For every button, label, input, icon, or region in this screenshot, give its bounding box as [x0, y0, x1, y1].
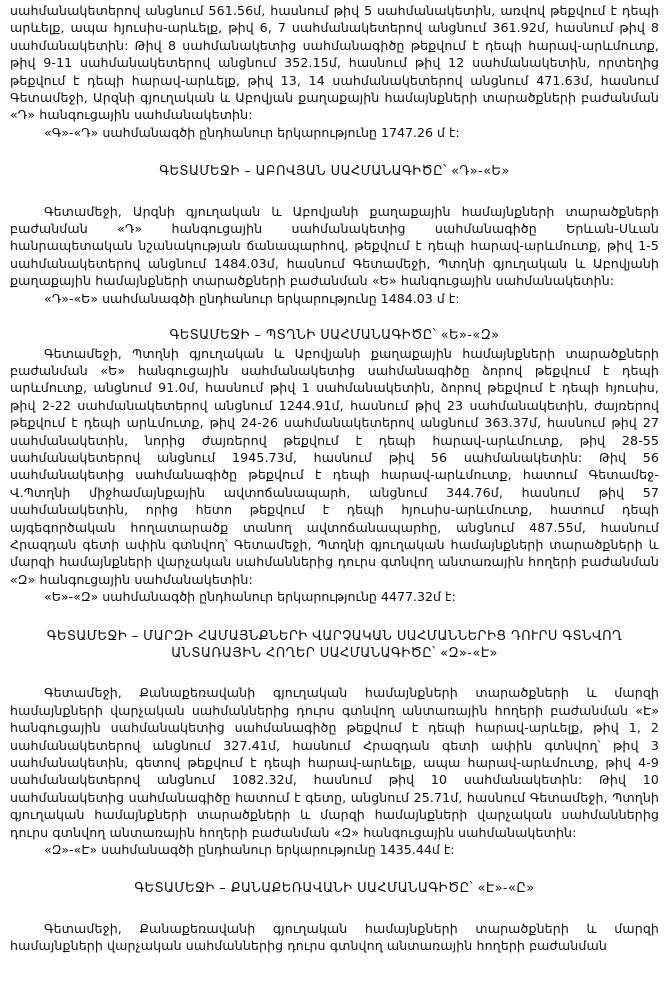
section-heading: ԳԵՏԱՄԵՋԻ – ՔԱՆԱՔԵՌԱՎԱՆԻ ՍԱՀՄԱՆԱԳԻԾԸ՝ «Է»-«Ը» — [134, 881, 535, 897]
segment-total-length: «Ե»-«Զ» սահմանագծի ընդհանուր երկարությունը 4477.32մ է: — [44, 589, 456, 605]
segment-total-length: «Զ»-«Է» սահմանագծի ընդհանուր երկարությունը 1435.44մ է: — [44, 842, 455, 858]
segment-total-length: «Գ»-«Դ» սահմանագծի ընդհանուր երկարությունը 1747.26 մ է: — [44, 124, 460, 140]
segment-total-length: «Դ»-«Ե» սահմանագծի ընդհանուր երկարությունը 1484.03 մ է: — [44, 290, 460, 306]
section-heading: ԳԵՏԱՄԵՋԻ – ՊՏՂՆԻ ՍԱՀՄԱՆԱԳԻԾԸ՝ «Ե»-«Զ» — [169, 328, 500, 344]
body-paragraph: Գետամեջի, Քանաքեռավանի գյուղական համայնքների տարածքների և մարզի համայնքների վարչական սահմաններից դուրս գտնվող անտառային հողերի բաժանման — [10, 920, 659, 954]
body-paragraph: Գետամեջի, Արզնի գյուղական և Աբովյանի քաղաքային համայնքների տարածքների բաժանման «Դ» հանգուցային սահմանակետից սահմանագիծը Երևան-Սևան հանրապետական նշանակության ճանապարհով, թեքվում է դեպի հարավ-արևմուտք, թիվ 1-5 սահմանակետերով անցնում 1484.03մ, հասնում Գետամեջի, Պտղնի գյուղական և Աբովյանի քաղաքային համայնքների տարածքների բաժանման «Ե» հանգուցային սահմանակետին: — [10, 203, 659, 289]
section-heading: ԳԵՏԱՄԵՋԻ – ԱԲՈՎՅԱՆ ՍԱՀՄԱՆԱԳԻԾԸ՝ «Դ»-«Ե» — [159, 164, 510, 180]
body-paragraph: Գետամեջի, Պտղնի գյուղական և Աբովյանի քաղաքային համայնքների տարածքների բաժանման «Ե» հանգուցային սահմանակետից սահմանագիծը ձորով թեքվում է դեպի արևմուտք, անցնում 91.0մ, հասնում թիվ 1 սահմանակետին, ձորով թեքվում է դեպի հյուսիս, թիվ 2-22 սահմանակետերով անցնում 1244.91մ, հասնում թիվ 23 սահմանակետին, ժայռերով թեքվում է դեպի արևմուտք, թիվ 24-26 սահմանակետերով անցնում 363.37մ, հասնում թիվ 27 սահմանակետին, նորից ժայռերով թեքվում է դեպի հարավ-արևմուտք, թիվ 28-55 սահմանակետերով անցնում 1945.73մ, հասնում թիվ 56 սահմանակետին: Թիվ 56 սահմանակետից սահմանագիծը թեքվում է դեպի հարավ-արևմուտք, հատում Գետամեջ-Վ.Պտղնի միջհամայնքային ավտոճանապարհ, անցնում 344.76մ, հասնում թիվ 57 սահմանակետին, որից հետո թեքվում է դեպի հյուսիս-արևմուտք, հատում դեպի այգեգործական հողատարածք տանող ավտոճանապարհը, անցնում 487.55մ, հասնում Հրազդան գետի ափին գտնվող՝ Գետամեջի, Պտղնի գյուղական համայնքների տարածքների և մարզի համայնքների վարչական սահմաններից դուրս գտնվող անտառային հողերի բաժանման «Զ» հանգուցային սահմանակետին: — [10, 345, 659, 587]
body-paragraph: սահմանակետերով անցնում 561.56մ, հասնում թիվ 5 սահմանակետին, առվով թեքվում է դեպի արևելք, ապա հյուսիս-արևելք, թիվ 6, 7 սահմանակետերով անցնում 361.92մ, հասնում թիվ 8 սահմանակետին: Թիվ 8 սահմանակետից սահմանագիծը թեքվում է դեպի հարավ-արևմուտք, թիվ 9-11 սահմանակետերով անցնում 352.15մ, հասնում թիվ 12 սահմանակետին, որտեղից թեքվում է դեպի հարավ-արևելք, թիվ 13, 14 սահմանակետերով անցնում 471.63մ, հասնում Գետամեջի, Արզնի գյուղական և Աբովյան քաղաքային համայնքների տարածքների բաժանման «Դ» հանգուցային սահմանակետին: — [10, 3, 659, 123]
body-paragraph: Գետամեջի, Քանաքեռավանի գյուղական համայնքների տարածքների և մարզի համայնքների վարչական սահմաններից դուրս գտնվող անտառային հողերի բաժանման «Է» հանգուցային սահմանակետից սահմանագիծը թեքվում է դեպի հարավ-արևելք, թիվ 1, 2 սահմանակետերով անցնում 327.41մ, հասնում Հրազդան գետի ափին գտնվող՝ թիվ 3 սահմանակետին, գետով թեքվում է դեպի հարավ-արևելք, ապա հարավ-արևմուտք, թիվ 4-9 սահմանակետերով անցնում 1082.32մ, հասնում թիվ 10 սահմանակետին: Թիվ 10 սահմանակետից սահմանագիծը հատում է գետը, անցնում 25.71մ, հասնում Գետամեջի, Պտղնի գյուղական համայնքների տարածքների և մարզի համայնքների վարչական սահմաններից դուրս գտնվող անտառային հողերի բաժանման «Զ» հանգուցային սահմանակետին: — [10, 685, 659, 840]
section-heading: ԳԵՏԱՄԵՋԻ – ՄԱՐԶԻ ՀԱՄԱՅՆՔՆԵՐԻ ՎԱՐՉԱԿԱՆ ՍԱՀՄԱՆՆԵՐԻՑ ԴՈՒՐՍ ԳՏՆՎՈՂ ԱՆՏԱՌԱՅԻՆ ՀՈՂԵՐ ՍԱՀՄԱՆԱԳԻԾԸ՝ «Զ»-«Է» — [46, 628, 623, 661]
